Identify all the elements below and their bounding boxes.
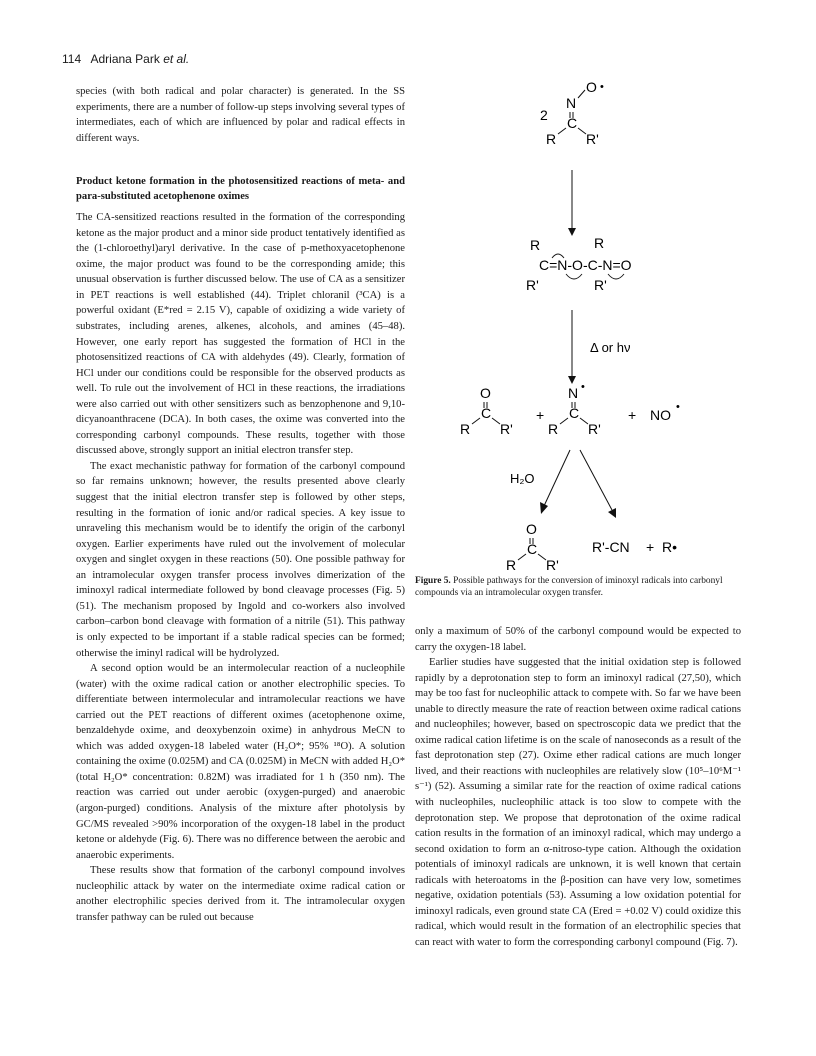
no-dot: • bbox=[676, 401, 680, 413]
radical-dot: • bbox=[600, 81, 604, 93]
left-column bbox=[76, 84, 405, 925]
paragraph-1: The CA-sensitized reactions resulted in the formation of the corresponding ketone as the major product and a minor side product tentatively identified as the (1-chloroethyl)aryl derivative. In the case of p-methoxyacetophenone oxime, the major product was found to be the corresponding amide; this unusual observation is further discussed below. The use of CA as a sensitizer in PET reactions is well established (44). Triplet chloranil (³CA) is a powerful oxidant (E*red = 2.15 V), capable of oxidizing a wide variety of substrates, including arenes, alkenes, alcohols, and amines (45–48). However, one early report has suggested the formation of HCl in the photosensitized reactions of CA with aldehydes (49). Clearly, formation of HCl under our conditions could be responsible for the observed products as well. To rule out the involvement of HCl in these reactions, the irradiations were also carried out with other sensitizers such as benzophenone and 9,10-dicyanoanthracene (DCA). In both cases, the oxime was converted into the corresponding carbonyl compounds. These results, together with those discussed above, strongly support an initial electron transfer step. bbox=[76, 212, 405, 457]
right-paragraph-1: only a maximum of 50% of the carbonyl compound would be expected to carry the oxygen-18 label. bbox=[415, 626, 741, 653]
ketone-c: C bbox=[481, 405, 492, 421]
iminyl-c: C bbox=[569, 405, 580, 421]
figure-caption bbox=[415, 575, 741, 599]
atom-c: C bbox=[567, 115, 578, 131]
water-label: H₂O bbox=[510, 471, 535, 486]
right-paragraph-2: Earlier studies have suggested that the initial oxidation step is followed rapidly by a deprotonation step to form an iminoxyl radical (27,50), which may be too fast for nucleophilic attack to compete with. So far we have been unable to directly measure the rate of reaction between oxime radical cations and nucleophiles; however, based on spectroscopic data we predict that the oxime radical cation lifetime is on the scale of nanoseconds as a result of the fast deprotonation step (27). Oxime ether radical cations are much longer lived, and their reactions with nucleophiles are relatively slow (10⁵–10⁶M⁻¹ s⁻¹) (52). Assuming a similar rate for the reaction of oxime radical cations with nucleophiles, nucleophilic attack is too slow to compete with the deprotonation step. We propose that deprotonation of the oxime radical cation results in the formation of an iminoxyl radical, which may undergo a second oxidation to form an α-nitroso-type cation. Although the oxidation potentials of iminoxyl radicals are unknown, it is well known that certain radicals with heteroatoms in the β-position can have very low, sometimes negative, oxidation potentials (53). Assuming a low oxidation potential for iminoxyl radicals, even ground state CA (Ered = +0.02 V) could oxidize this radical, which would result in the formation of an electrophilic species that can react with water to form the corresponding carbonyl compound (Fig. 7). bbox=[415, 657, 741, 948]
dimer-r-prime: R' bbox=[526, 277, 539, 293]
ketone-r: R bbox=[460, 421, 471, 437]
caption-text: Possible pathways for the conversion of iminoxyl radicals into carbonyl compounds via an intramolecular oxygen transfer. bbox=[415, 576, 723, 599]
r-radical: R• bbox=[662, 539, 678, 555]
nitric-oxide: NO bbox=[650, 407, 671, 423]
plus-3: + bbox=[646, 539, 655, 555]
reaction-condition: Δ or hν bbox=[590, 340, 631, 355]
ketone-r-prime: R' bbox=[500, 421, 513, 437]
final-ketone-c: C bbox=[527, 541, 538, 557]
running-header bbox=[62, 52, 189, 66]
plus-1: + bbox=[536, 407, 545, 423]
right-column bbox=[415, 624, 741, 950]
nitrile-product: R'-CN bbox=[592, 539, 630, 555]
author-name: Adriana Park bbox=[90, 52, 160, 66]
dimer-r: R bbox=[530, 237, 541, 253]
iminyl-r: R bbox=[548, 421, 559, 437]
iminyl-dot: • bbox=[581, 381, 585, 393]
caption-label: Figure 5. bbox=[415, 576, 451, 586]
dimer-r-prime-bottom: R' bbox=[594, 277, 607, 293]
atom-n: N bbox=[566, 95, 577, 111]
et-al: et al. bbox=[163, 52, 190, 66]
page-number: 114 bbox=[62, 52, 82, 66]
reaction-scheme bbox=[440, 78, 730, 576]
paragraph-3: A second option would be an intermolecular reaction of a nucleophile (water) with the oxime radical cation or another electrophilic species. To differentiate between intermolecular and intramolecular reactions we have carried out the PET reactions of different oximes (acetophenone oxime, benzaldehyde oxime, and deoxybenzoin oxime) in anhydrous MeCN to which was added oxygen-18 labeled water (H₂O*; 95% ¹⁸O). A solution containing the oxime (0.025M) and CA (0.025M) in MeCN with added H₂O* (total H₂O* concentration: 0.82M) was irradiated for 1 h (350 nm). The reaction was carried out under aerobic (oxygen-purged) and anaerobic (argon-purged) conditions. Analysis of the mixture after photolysis by GC/MS revealed >90% incorporation of the oxygen-18 label in the product ketone or aldehyde (Fig. 6). There was no difference between the aerobic and anaerobic experiments. bbox=[76, 663, 405, 861]
coefficient: 2 bbox=[540, 107, 548, 123]
dimer-r-top: R bbox=[594, 235, 605, 251]
paragraph-intro: species (with both radical and polar character) is generated. In the SS experiments, there are a number of follow-up steps involving several types of intermediates, each of which are influenced by polar and radical effects in different ways. bbox=[76, 86, 405, 144]
atom-r-prime: R' bbox=[586, 131, 599, 147]
atom-o: O bbox=[586, 79, 597, 95]
final-ketone-r-prime: R' bbox=[546, 557, 559, 573]
ketone-o: O bbox=[480, 385, 491, 401]
final-ketone-o: O bbox=[526, 521, 537, 537]
dimer-bond-chain: C=N-O-C-N=O bbox=[539, 257, 632, 273]
section-heading: Product ketone formation in the photosensitized reactions of meta- and para-substituted acetophenone oximes bbox=[76, 176, 405, 203]
figure-5-scheme bbox=[440, 78, 730, 576]
plus-2: + bbox=[628, 407, 637, 423]
paragraph-4: These results show that formation of the carbonyl compound involves nucleophilic attack by water on the intermediate oxime radical cation or another electrophilic species derived from it. The intramolecular oxygen transfer pathway can be ruled out because bbox=[76, 865, 405, 923]
final-ketone-r: R bbox=[506, 557, 517, 573]
atom-r: R bbox=[546, 131, 557, 147]
iminyl-n: N bbox=[568, 385, 579, 401]
iminyl-r-prime: R' bbox=[588, 421, 601, 437]
paragraph-2: The exact mechanistic pathway for formation of the carbonyl compound so far remains unknown; however, the results presented above clearly suggest that the initial electron transfer step is followed by other steps, resulting in the formation of ionic and/or radical species. A key issue to unraveling this mechanism would be to identify the origin of the carbonyl oxygen. Earlier experiments have ruled out the involvement of molecular oxygen and singlet oxygen in these reactions (50). One possible pathway for an intramolecular oxygen transfer process involves dimerization of the iminoxyl radical intermediate followed by bond cleavage processes (Fig. 5) (51). The mechanism proposed by Ingold and co-workers also involved carbon–carbon bond cleavage with formation of a nitrile (51). This pathway is only expected to be important if a stable radical species can be formed; otherwise the iminyl radical will be hydrolyzed. bbox=[76, 460, 405, 659]
